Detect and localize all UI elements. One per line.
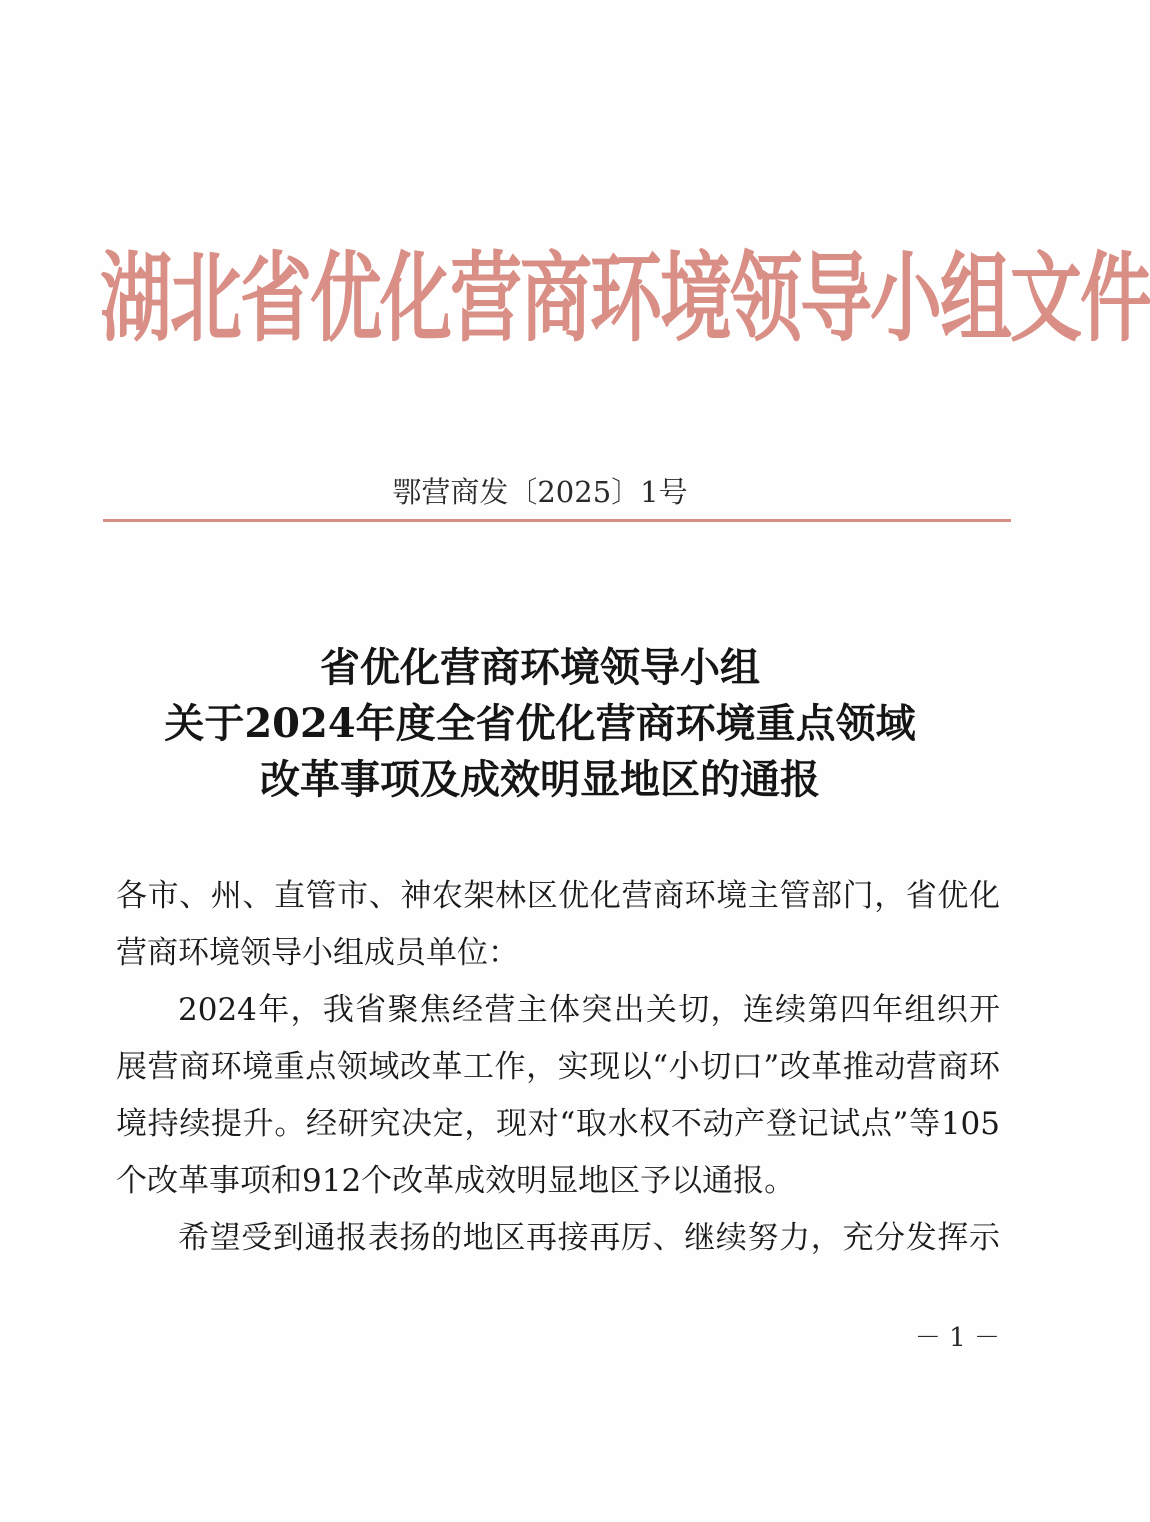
paragraph-1-line-1: 2024年，我省聚焦经营主体突出关切，连续第四年组织开 [178,992,1000,1028]
document-body [116,868,1000,1267]
salutation-line-1: 各市、州、直管市、神农架林区优化营商环境主管部门，省优化 [116,878,1000,914]
salutation-line-2: 营商环境领导小组成员单位： [116,935,519,971]
page-number: － 1 － [914,1323,1000,1353]
paragraph-2-line-1: 希望受到通报表扬的地区再接再厉、继续努力，充分发挥示 [178,1220,1000,1256]
notice-title [60,640,1020,808]
red-divider-line [103,519,1011,522]
title-line-3: 改革事项及成效明显地区的通报 [260,756,820,803]
paragraph-1-line-3: 境持续提升。经研究决定，现对“取水权不动产登记试点”等105 [116,1106,1000,1142]
paragraph-1-line-4: 个改革事项和912个改革成效明显地区予以通报。 [116,1163,796,1199]
paragraph-1-line-2: 展营商环境重点领域改革工作，实现以“小切口”改革推动营商环 [116,1049,1000,1085]
title-line-1: 省优化营商环境领导小组 [320,644,760,691]
title-line-2: 关于2024年度全省优化营商环境重点领域 [164,700,916,747]
masthead-title: 湖北省优化营商环境领导小组文件 [100,239,1150,355]
document-number: 鄂营商发〔2025〕1号 [392,475,688,509]
